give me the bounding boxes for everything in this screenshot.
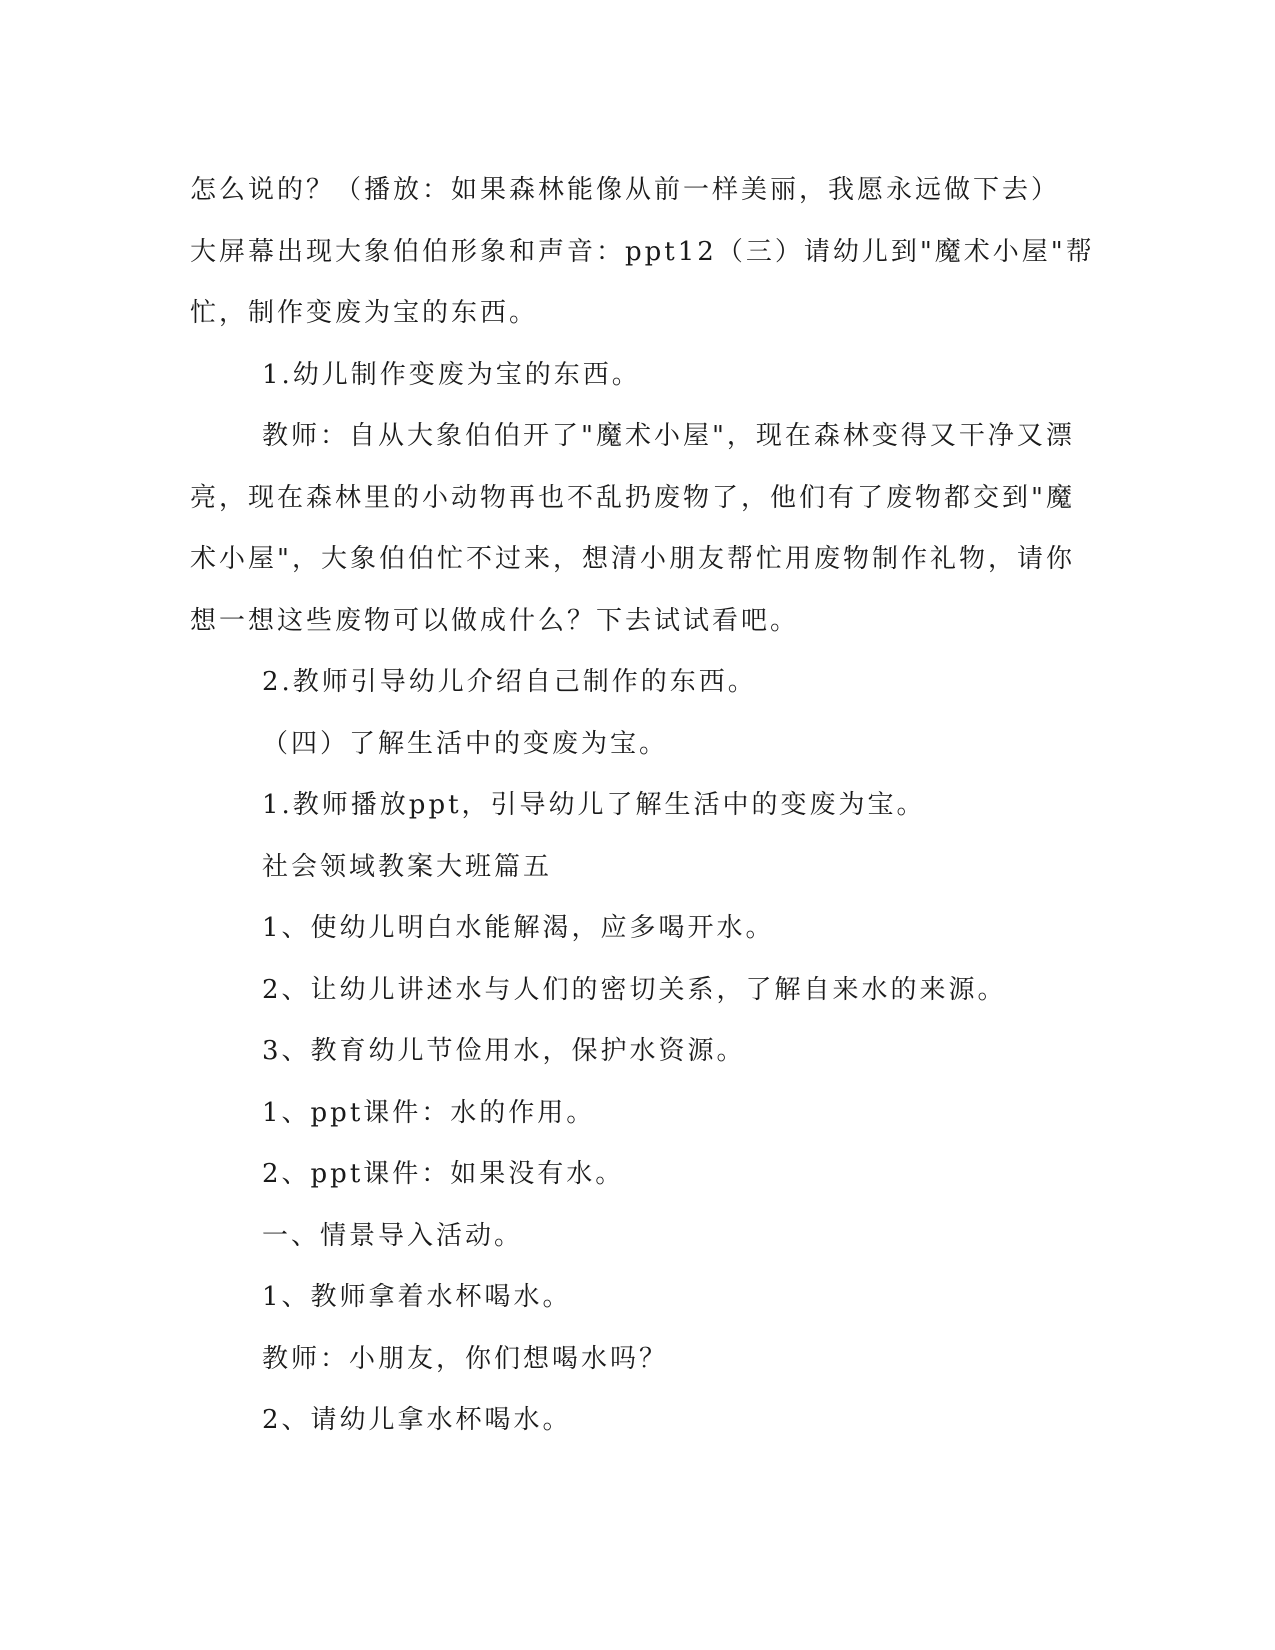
text-line: 忙，制作变废为宝的东西。	[190, 298, 539, 328]
text-line: （四）了解生活中的变废为宝。	[262, 728, 669, 759]
text-line: 教师：自从大象伯伯开了"魔术小屋"，现在森林变得又干净又漂	[262, 421, 1075, 451]
text-line: 术小屋"，大象伯伯忙不过来，想清小朋友帮忙用废物制作礼物，请你	[190, 544, 1075, 574]
text-line: 大屏幕出现大象伯伯形象和声音：ppt12（三）请幼儿到"魔术小屋"帮	[190, 236, 1095, 267]
text-line: 想一想这些废物可以做成什么？下去试试看吧。	[190, 605, 800, 636]
text-line: 2、让幼儿讲述水与人们的密切关系，了解自来水的来源。	[262, 974, 1007, 1005]
text-line: 1、ppt课件：水的作用。	[262, 1097, 596, 1128]
text-line: 2、请幼儿拿水杯喝水。	[262, 1405, 572, 1435]
text-line: 1、教师拿着水杯喝水。	[262, 1282, 572, 1312]
body-text	[190, 160, 1095, 1452]
text-line: 一、情景导入活动。	[262, 1220, 524, 1251]
text-line: 3、教育幼儿节俭用水，保护水资源。	[262, 1036, 746, 1066]
text-line: 教师：小朋友，你们想喝水吗？	[262, 1343, 669, 1374]
text-line: 怎么说的？（播放：如果森林能像从前一样美丽，我愿永远做下去）	[190, 175, 1061, 205]
section-heading: 社会领域教案大班篇五	[262, 851, 553, 882]
text-line: 2.教师引导幼儿介绍自己制作的东西。	[262, 667, 757, 697]
text-line: 2、ppt课件：如果没有水。	[262, 1159, 625, 1189]
text-line: 1、使幼儿明白水能解渴，应多喝开水。	[262, 913, 775, 943]
text-line: 1.幼儿制作变废为宝的东西。	[262, 359, 641, 390]
text-line: 亮，现在森林里的小动物再也不乱扔废物了，他们有了废物都交到"魔	[190, 482, 1075, 513]
text-line: 1.教师播放ppt，引导幼儿了解生活中的变废为宝。	[262, 790, 926, 820]
